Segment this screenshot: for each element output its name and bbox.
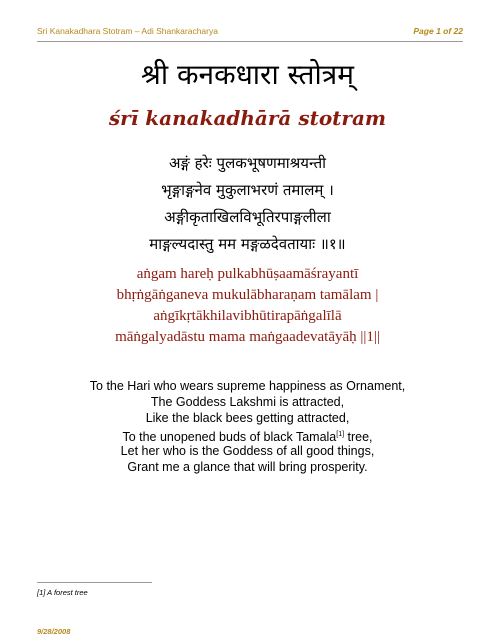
footnote: [1] A forest tree xyxy=(37,588,88,597)
document-title: Sri Kanakadhara Stotram – Adi Shankaracharya xyxy=(37,26,218,36)
verse-romanized-line: aṅgīkṛtākhilavibhūtirapāṅgalīlā xyxy=(153,308,342,324)
title-romanized: śrī kanakadhārā stotram xyxy=(108,106,387,130)
verse-devanagari-line: भृङ्गाङ्गनेव मुकुलाभरणं तमालम् । xyxy=(161,181,334,199)
verse-romanized-line: māṅgalyadāstu mama maṅgaadevatāyāḥ ||1|| xyxy=(115,329,380,345)
translation-line: Like the black bees getting attracted, xyxy=(145,411,350,426)
footer-date: 9/28/2008 xyxy=(37,627,71,636)
verse-romanized xyxy=(0,264,495,348)
translation-line xyxy=(0,427,495,443)
footnote-divider xyxy=(37,582,152,583)
header-divider xyxy=(37,41,463,42)
translation-line: The Goddess Lakshmi is attracted, xyxy=(150,395,345,410)
verse-romanized-line: aṅgam hareḥ pulkabhūṣaamāśrayantī xyxy=(136,266,359,282)
title-devanagari: श्री कनकधारा स्तोत्रम् xyxy=(141,58,354,91)
translation-text: To the unopened buds of black Tamala xyxy=(122,429,337,444)
page-header xyxy=(37,26,463,40)
verse-devanagari-line: अङ्गीकृताखिलविभूतिरपाङ्गलीला xyxy=(164,208,331,226)
translation-line: To the Hari who wears supreme happiness as Ornament, xyxy=(89,379,406,393)
translation xyxy=(0,378,495,475)
verse-romanized-line: bhṛṅgāṅganeva mukulābharaṇam tamālam | xyxy=(116,287,379,303)
verse-devanagari xyxy=(0,150,495,258)
translation-line: Grant me a glance that will bring prosperity. xyxy=(127,459,368,474)
verse-devanagari-line: अङ्गं हरेः पुलकभूषणमाश्रयन्ती xyxy=(168,154,327,172)
translation-text: tree, xyxy=(344,429,373,444)
translation-line: Let her who is the Goddess of all good things, xyxy=(120,443,375,458)
page-number: Page 1 of 22 xyxy=(413,26,463,36)
footnote-reference[interactable]: [1] xyxy=(336,430,345,438)
verse-devanagari-line: माङ्गल्यदास्तु मम मङ्गळदेवतायाः ॥१॥ xyxy=(149,235,346,253)
